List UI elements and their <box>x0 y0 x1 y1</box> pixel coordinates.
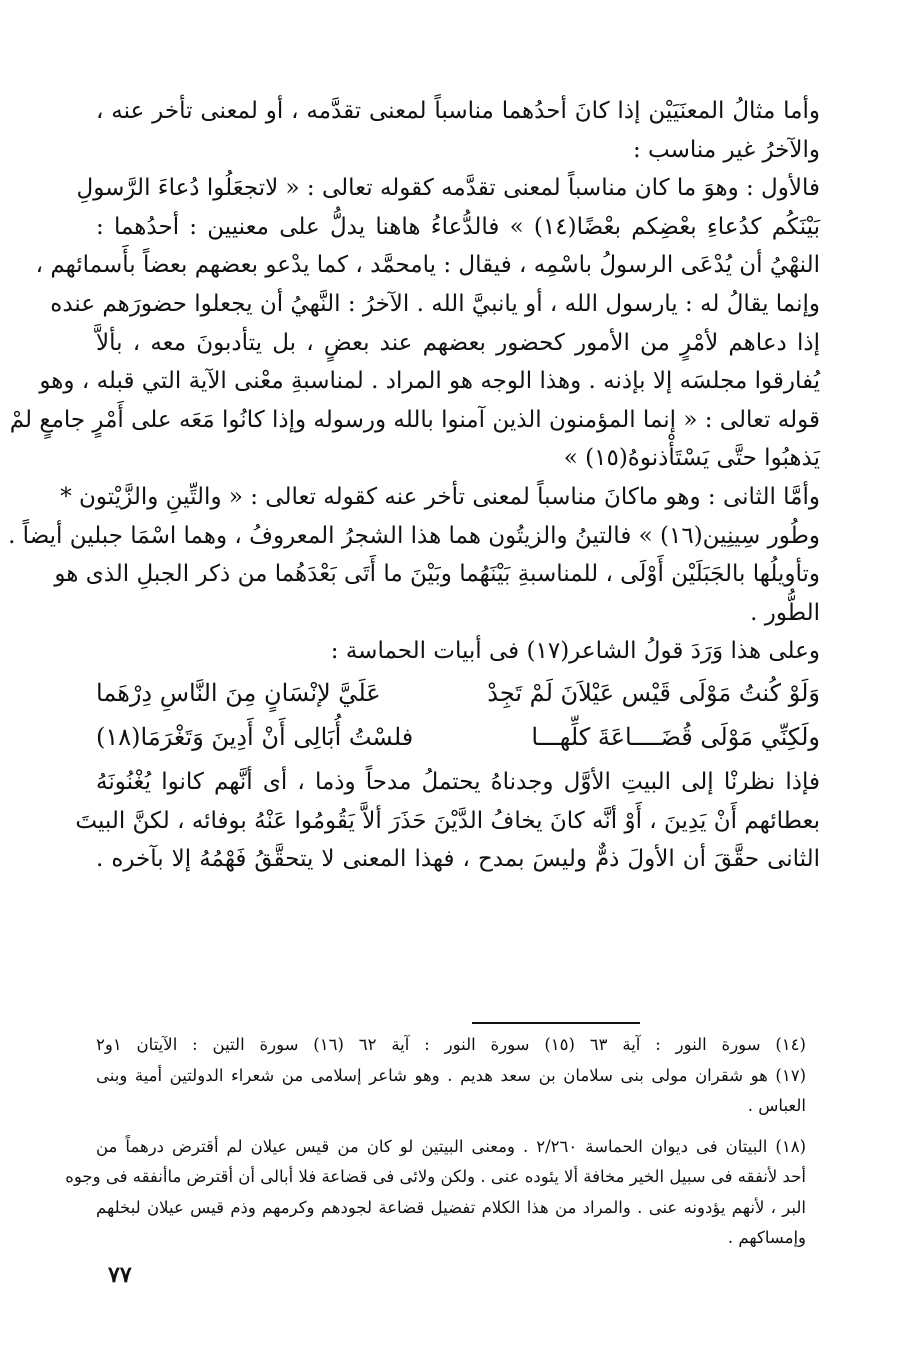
text-line: يُفارقوا مجلسَه إلا بإذنه . وهذا الوجه هو المراد . لمناسبةِ معْنى الآية التي قبله ، وهو <box>39 368 820 395</box>
text-line: الثانى حقَّقَ أن الأولَ ذمٌّ وليسَ بمدح ، فهذا المعنى لا يتحقَّقُ فَهْمُهُ إلا بآخره . <box>96 846 820 873</box>
text-line: بعطائهم أَنْ يَدِينَ ، أَوْ أنَّه كانَ يخافُ الدَّيْنَ حَذَرَ ألاَّ يَقُومُوا عَنْهُ بوفائه ، لكنَّ البيتَ <box>75 807 820 834</box>
text-line: الطُّور . <box>750 599 820 626</box>
text-line: والآخرُ غير مناسب : <box>633 136 820 163</box>
main-text <box>8 92 820 879</box>
verse-second-hemistich: فلسْتُ أُبَالِى أَنْ أَدِينَ وَتَغْرَمَا(١٨) <box>96 722 414 751</box>
text-line: وإنما يقالُ له : يارسول الله ، أو يانبيَّ الله . الآخرُ : النَّهيُ أن يجعلوا حضورَهم عنده <box>50 290 820 317</box>
text-line: وعلى هذا وَرَدَ قولُ الشاعر(١٧) فى أبيات الحماسة : <box>330 638 820 665</box>
text-line: النهْيُ أن يُدْعَى الرسولُ باسْمِه ، فيقال : يامحمَّد ، كما يدْعو بعضهم بعضاً بأَسمائهم ، <box>35 252 820 279</box>
text-line: وطُور سِينِين(١٦) » فالتينُ والزيتُون هما هذا الشجرُ المعروفُ ، وهما اسْمَا جبلين أيضاً . <box>8 522 820 549</box>
text-line: وأمَّا الثانى : وهو ماكانَ مناسباً لمعنى تأخر عنه كقوله تعالى : « والتِّينِ والزَّيْتون * <box>60 483 820 510</box>
footnote-line: وإمساكهم . <box>727 1228 806 1247</box>
text-line: قوله تعالى : « إنما المؤمنون الذين آمنوا بالله ورسوله وإذا كانُوا مَعَه على أَمْرٍ جامعٍ لمْ <box>9 406 820 433</box>
footnote-line: (١٧) هو شقران مولى بنى سلامان بن سعد هديم . وهو شاعر إسلامى من شعراء الدولتين أمية وبنى <box>96 1065 806 1085</box>
footnote-line: البر ، لأنهم يؤدونه عنى . والمراد من هذا الكلام تفضيل قضاعة لجودهم وكرمهم وذم قيس عيلان لبخلهم <box>96 1197 806 1217</box>
footnote-line: (١٨) البيتان فى ديوان الحماسة ٢/٢٦٠ . ومعنى البيتين لو كان من قيس عيلان لم أقترض درهماً من <box>96 1136 806 1156</box>
text-line: فإذا نظرنْا إلى البيتِ الأوَّل وجدناهُ يحتملُ مدحاً وذما ، أى أنَّهم كانوا يُغْنُونَهُ <box>96 768 820 795</box>
footnote-line: أحد لأنفقه فى سبيل الخير مخافة ألا يئوده عنى . ولكن ولائى فى قضاعة فلا أبالى أن أقترض ماأنفقه فى وجوه <box>65 1167 806 1186</box>
page-number: ٧٧ <box>108 1262 132 1288</box>
text-line: وتأويلُها بالجَبَلَيْن أَوْلَى ، للمناسبةِ بَيْنَهُما وبَيْنَ ما أَتَى بَعْدَهُما من ذكر الجبلِ الذى هو <box>54 561 820 588</box>
poem-verse <box>96 715 820 759</box>
text-line: فالأول : وهوَ ما كان مناسباً لمعنى تقدَّمه كقوله تعالى : « لاتجعَلُوا دُعاءَ الرَّسولِ <box>76 175 820 202</box>
footnote-divider <box>472 1022 640 1024</box>
poem-verse <box>96 671 820 715</box>
footnote-line: العباس . <box>747 1096 806 1115</box>
verse-second-hemistich: عَلَيَّ لإنْسَانٍ مِنَ النَّاسِ دِرْهَما <box>96 678 381 707</box>
text-line: بَيْنَكُم كدُعاءِ بعْضِكم بعْضًا(١٤) » فالدُّعاءُ هاهنا يدلُّ على معنيين : أحدُهما : <box>96 213 820 240</box>
verse-first-hemistich: وَلَوْ كُنتُ مَوْلَى قَيْس عَيْلاَنَ لَمْ تَجِدْ <box>487 678 820 707</box>
footnotes <box>65 1030 806 1254</box>
text-line: يَذهبُوا حتَّى يَسْتَأْذنوهُ(١٥) » <box>563 445 820 472</box>
text-line: وأما مثالُ المعنَيَيْن إذا كانَ أحدُهما مناسباً لمعنى تقدَّمه ، أو لمعنى تأخر عنه ، <box>96 98 820 124</box>
text-line: إذا دعاهم لأمْرٍ من الأمور كحضور بعضهم عند بعضٍ ، بل يتأدبونَ معه ، بألاَّ <box>96 329 820 356</box>
footnote-line: (١٤) سورة النور : آية ٦٣ (١٥) سورة النور : آية ٦٢ (١٦) سورة التين : الآيتان ١و٢ <box>96 1035 806 1054</box>
verse-first-hemistich: ولَكِنِّي مَوْلَى قُضَــــاعَةَ كلِّهـــا <box>531 722 820 751</box>
